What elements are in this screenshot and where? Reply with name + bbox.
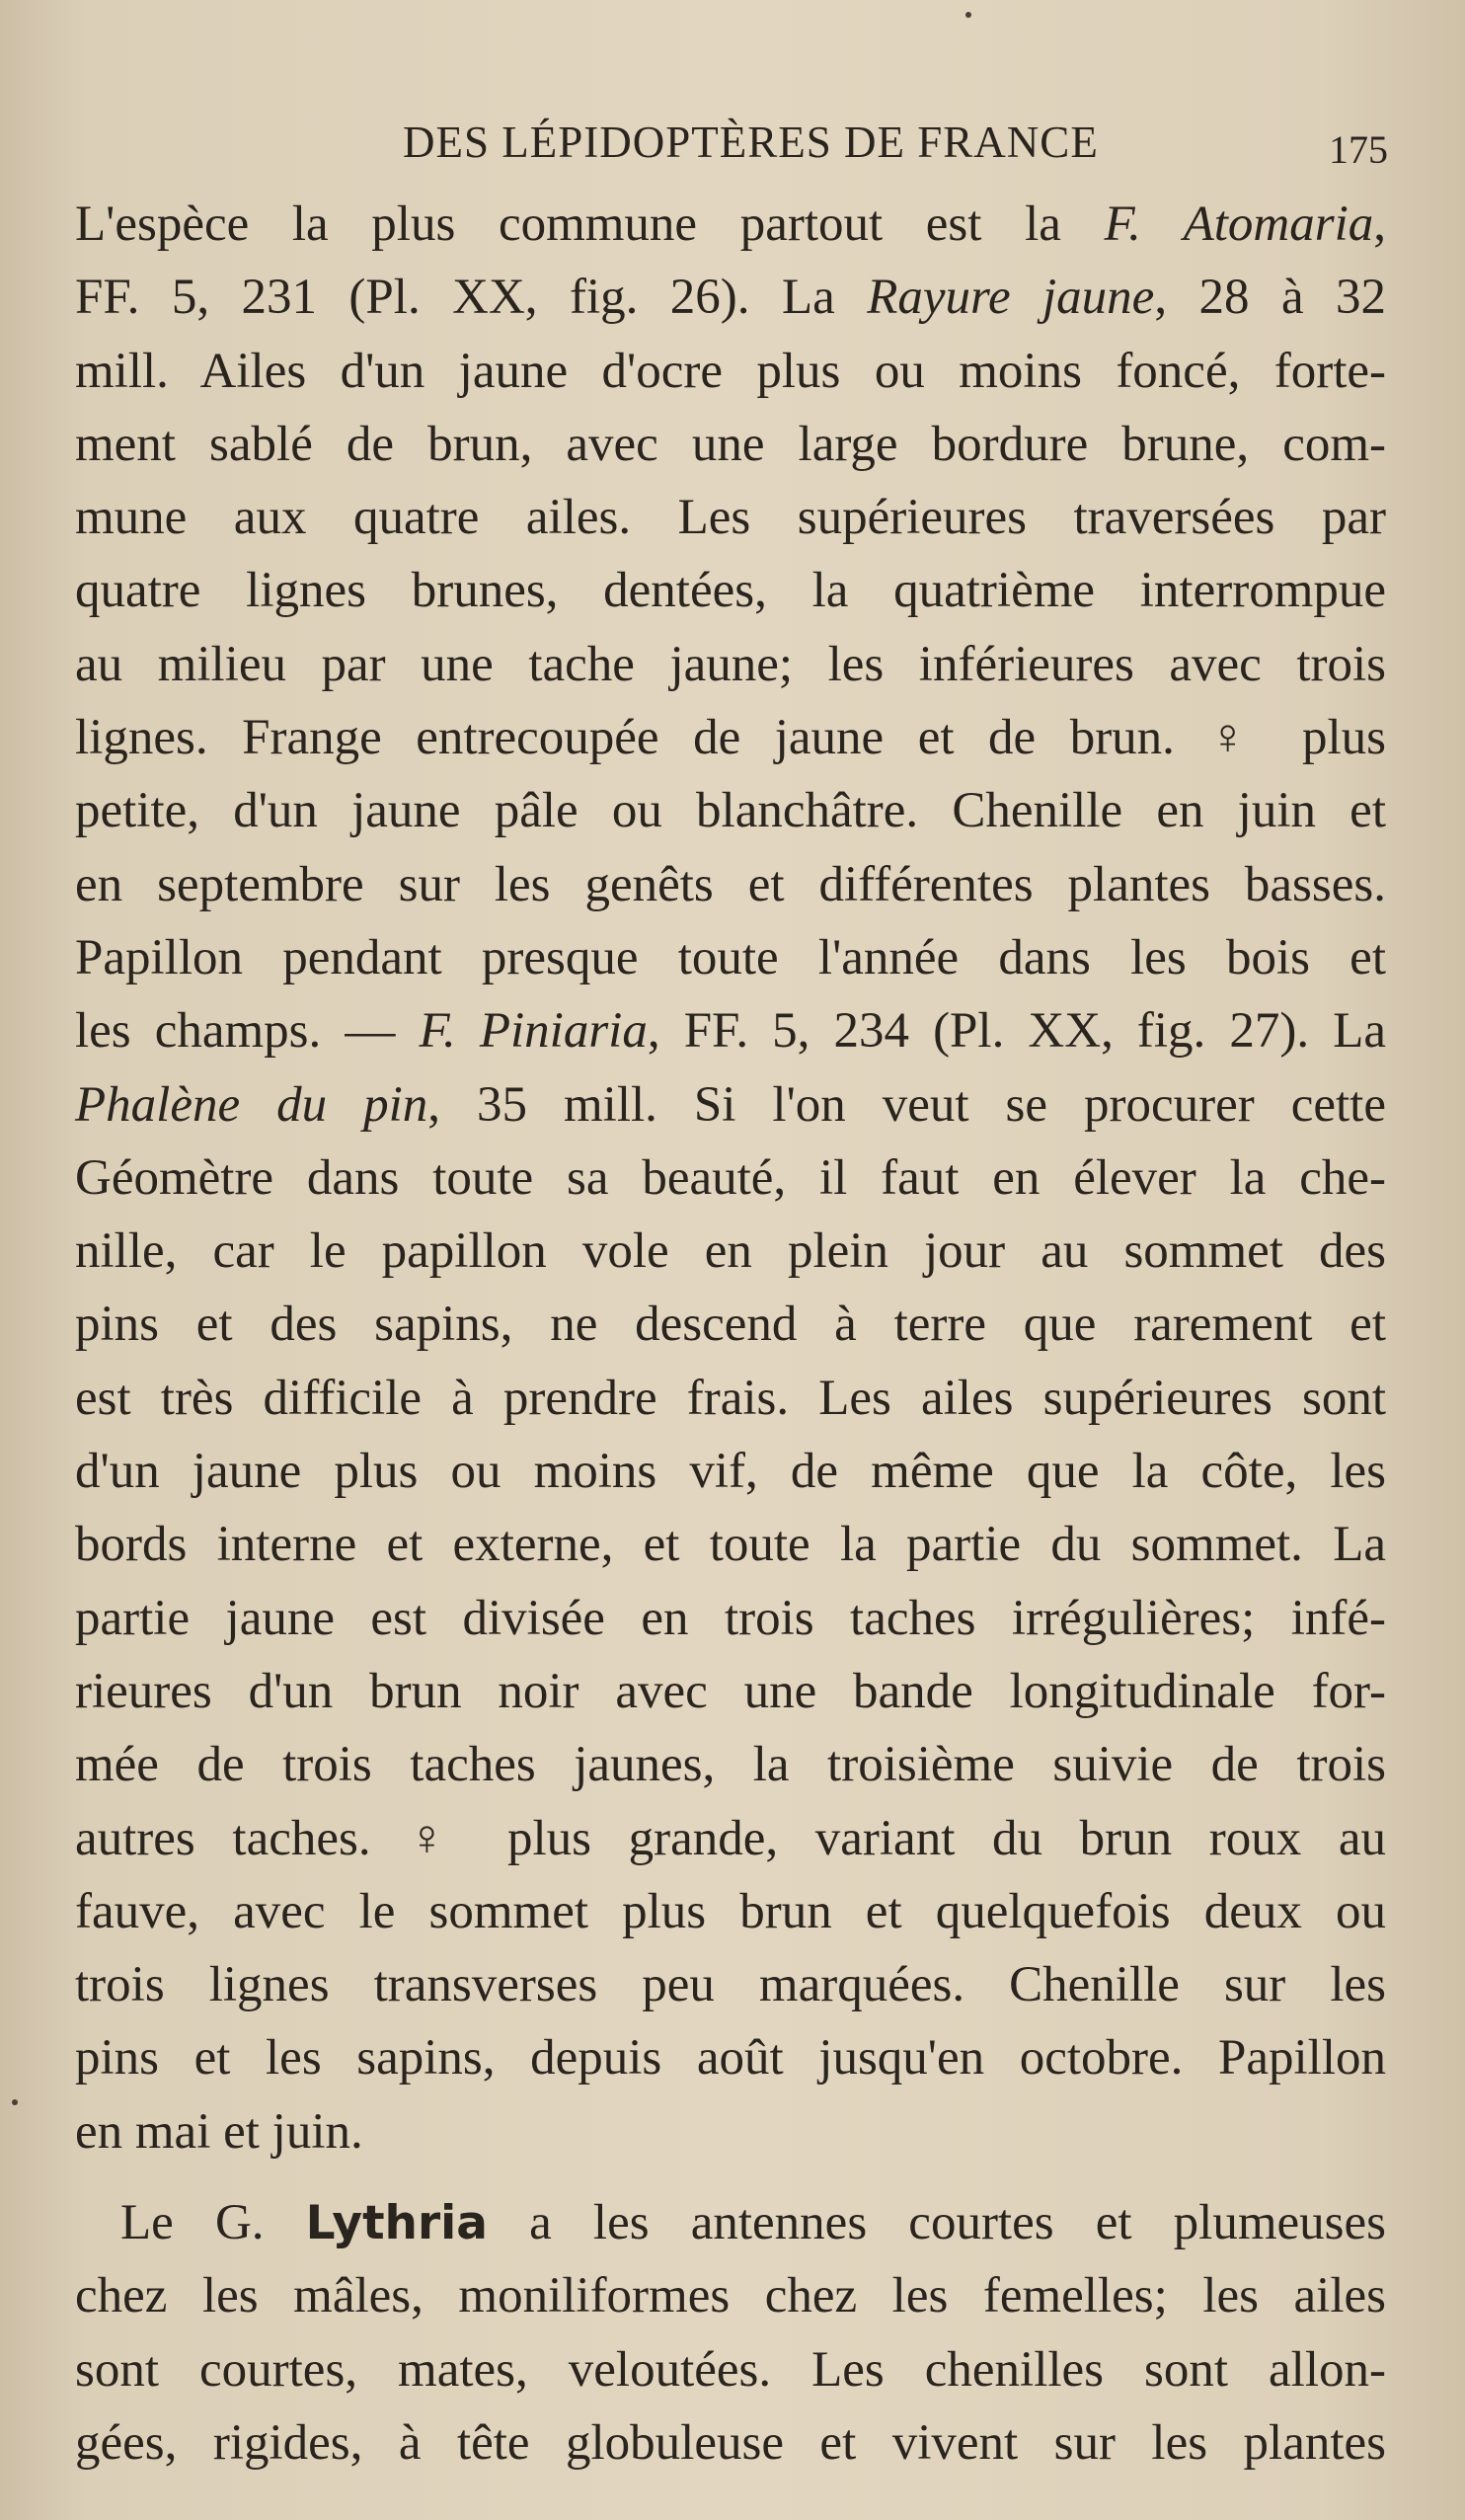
line-text: a les antennes courtes et plumeuses (488, 2195, 1386, 2251)
line-text: , 35 mill. Si l'on veut se procurer cette (427, 1076, 1386, 1133)
text-line (75, 1288, 1386, 1361)
line-text: pins et les sapins, depuis août jusqu'en octobre. Papillon (75, 2030, 1386, 2087)
text-line (75, 408, 1386, 481)
page-number: 175 (1329, 127, 1388, 172)
text-line (75, 774, 1386, 847)
line-text: d'un jaune plus ou moins vif, de même que la côte, les (75, 1444, 1386, 1500)
line-text: Géomètre dans toute sa beauté, il faut en élever la che- (75, 1149, 1386, 1206)
line-text: lignes. Frange entrecoupée de jaune et de brun. ♀ plus (75, 710, 1386, 766)
line-text: , (1373, 197, 1386, 252)
line-text: mill. Ailes d'un jaune d'ocre plus ou moins foncé, forte- (75, 343, 1386, 399)
paragraph (75, 2186, 1386, 2480)
text-line (75, 335, 1386, 408)
text-line (75, 1362, 1386, 1435)
text-line (75, 1582, 1386, 1655)
line-text: FF. 5, 231 (Pl. XX, fig. 26). La (75, 270, 868, 326)
italic-name: F. Atomaria (1104, 197, 1374, 252)
line-text: trois lignes transverses peu marquées. Chenille sur les (75, 1957, 1386, 2013)
line-text: partie jaune est divisée en trois taches irrégulières; infé- (75, 1590, 1386, 1646)
line-text: , FF. 5, 234 (Pl. XX, fig. 27). La (647, 1003, 1386, 1060)
line-text: ment sablé de brun, avec une large bordure brune, com- (75, 416, 1386, 472)
line-text: pins et des sapins, ne descend à terre que rarement et (75, 1297, 1386, 1353)
text-line (75, 1068, 1386, 1142)
ink-speck (965, 12, 971, 18)
body-text (75, 188, 1386, 2480)
line-text: , 28 à 32 (1154, 270, 1387, 326)
text-line (75, 1435, 1386, 1508)
text-line (75, 1948, 1386, 2021)
text-line (75, 2406, 1386, 2480)
text-line (75, 188, 1386, 261)
line-text: L'espèce la plus commune partout est la (75, 197, 1105, 252)
paragraph (75, 188, 1386, 2168)
running-head: DES LÉPIDOPTÈRES DE FRANCE (403, 118, 1099, 167)
page-header (0, 117, 1465, 176)
text-line (75, 1142, 1386, 1215)
line-text: chez les mâles, moniliformes chez les femelles; les ailes (75, 2268, 1386, 2324)
text-line (75, 1875, 1386, 1948)
text-line (75, 1728, 1386, 1801)
text-line (75, 2333, 1386, 2406)
line-text: bords interne et externe, et toute la partie du sommet. La (75, 1517, 1386, 1573)
text-line (75, 2021, 1386, 2094)
line-text: nille, car le papillon vole en plein jour au sommet des (75, 1223, 1386, 1280)
line-text: gées, rigides, à tête globuleuse et vivent sur les plantes (75, 2414, 1386, 2471)
line-text: au milieu par une tache jaune; les inférieures avec trois (75, 636, 1386, 692)
text-line (75, 261, 1386, 334)
line-text: sont courtes, mates, veloutées. Les chenilles sont allon- (75, 2341, 1386, 2398)
line-text: fauve, avec le sommet plus brun et quelquefois deux ou (75, 1883, 1386, 1939)
line-text: en mai et juin. (75, 2103, 363, 2160)
line-text: Le G. (120, 2195, 306, 2251)
line-text: mée de trois taches jaunes, la troisième suivie de trois (75, 1737, 1386, 1793)
paragraph-gap (75, 2168, 1386, 2186)
line-text: est très difficile à prendre frais. Les ailes supérieures sont (75, 1370, 1386, 1426)
text-line (75, 2095, 1386, 2168)
italic-name: Phalène du pin (75, 1076, 428, 1133)
line-text: quatre lignes brunes, dentées, la quatrième interrompue (75, 563, 1386, 619)
text-line (75, 1802, 1386, 1875)
text-line (75, 1508, 1386, 1581)
line-text: autres taches. ♀ plus grande, variant du brun roux au (75, 1810, 1386, 1866)
text-line (75, 1655, 1386, 1728)
text-line (75, 848, 1386, 921)
text-line (75, 1215, 1386, 1288)
text-line (75, 481, 1386, 554)
italic-name: F. Piniaria (419, 1003, 648, 1060)
ink-speck (12, 2099, 18, 2105)
line-text: en septembre sur les genêts et différentes plantes basses. (75, 856, 1386, 912)
line-text: rieures d'un brun noir avec une bande longitudinale for- (75, 1663, 1386, 1719)
text-line (75, 701, 1386, 774)
text-line (75, 2259, 1386, 2332)
text-line (75, 921, 1386, 994)
italic-name: Rayure jaune (867, 270, 1155, 326)
text-line (75, 628, 1386, 701)
text-line (75, 554, 1386, 627)
text-line (75, 2186, 1386, 2259)
line-text: petite, d'un jaune pâle ou blanchâtre. Chenille en juin et (75, 783, 1386, 839)
line-text: les champs. — (75, 1003, 420, 1060)
genus-name: Lythria (305, 2196, 488, 2251)
line-text: mune aux quatre ailes. Les supérieures traversées par (75, 490, 1386, 546)
line-text: Papillon pendant presque toute l'année dans les bois et (75, 929, 1386, 985)
text-line (75, 994, 1386, 1067)
